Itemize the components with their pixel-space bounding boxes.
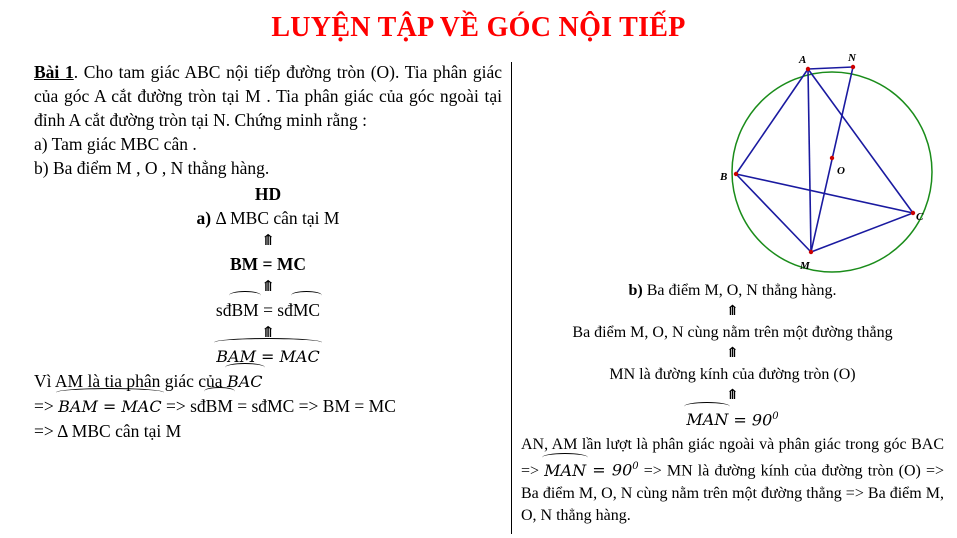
angle-man: MAN — [686, 410, 729, 430]
segment-mc — [811, 213, 913, 252]
hd-step1: BM = MC — [229, 254, 307, 274]
problem-item-b: b) Ba điểm M , O , N thẳng hàng. — [34, 158, 270, 178]
part-b-step3 — [521, 406, 944, 432]
point-a — [806, 67, 810, 71]
para-angle-man: MAN — [544, 460, 587, 480]
angle-bac: BAC — [227, 370, 263, 394]
segment-an — [808, 67, 853, 69]
segment-ab — [736, 69, 808, 174]
label-c: C — [916, 211, 924, 223]
conc1-eq: = sđ — [232, 396, 268, 416]
label-b: B — [720, 171, 728, 183]
implies-arrow-icon: ⤊ — [261, 233, 275, 249]
segment-bm — [736, 174, 811, 252]
step3-eq: = 90 — [728, 410, 773, 430]
label-n: N — [848, 52, 856, 64]
figure-points — [734, 65, 915, 254]
para-degree: 0 — [632, 461, 639, 473]
label-a: A — [799, 54, 807, 66]
hd-step2 — [34, 298, 502, 322]
part-b-label: b) — [628, 282, 643, 299]
problem-item-a: a) Tam giác MBC cân . — [34, 134, 197, 154]
implies-arrow-icon: ⤊ — [261, 279, 275, 295]
point-b — [734, 172, 738, 176]
column-divider — [511, 62, 512, 534]
part-b-step1: Ba điểm M, O, N cùng nằm trên một đường thẳng — [572, 324, 893, 341]
conc1-mid: => sđ — [161, 396, 206, 416]
para-eq: = 90 — [586, 460, 633, 480]
figure-lines — [736, 67, 913, 252]
sd-text: sđ — [215, 300, 232, 320]
conc1-arc-bm: BM — [205, 396, 233, 416]
step3-degree: 0 — [772, 411, 779, 422]
arc-bm: BM — [231, 300, 259, 320]
page-title: LUYỆN TẬP VỀ GÓC NỘI TIẾP — [271, 12, 686, 43]
implies-arrow-icon: ⤊ — [261, 325, 275, 341]
conc1-arc-mc: MC — [267, 396, 295, 416]
problem-statement — [34, 60, 502, 132]
point-c — [911, 211, 915, 215]
conc1-pre: => — [34, 396, 59, 416]
label-o: O — [837, 165, 845, 177]
geometry-figure — [700, 45, 940, 277]
arc-mc: MC — [292, 300, 321, 320]
implies-arrow-icon: ⤊ — [726, 304, 739, 319]
left-column — [34, 60, 502, 443]
point-o — [830, 156, 834, 160]
conclusion-line-1 — [34, 394, 502, 419]
hd-label: HD — [254, 184, 282, 204]
para-a: AN, AM lần lượt là phân giác ngoài và phân giác trong góc BAC => — [521, 436, 944, 480]
para-b: => MN là đường kính của đường tròn (O) => Ba điểm M, O, N cùng nằm trên một đường thẳng => Ba điểm M, O, N thẳng hàng. — [521, 462, 945, 524]
implies-arrow-icon: ⤊ — [726, 346, 739, 361]
hd-part-a-text: Δ MBC cân tại M — [211, 208, 340, 228]
part-b-explanation — [521, 434, 944, 526]
equals-sd-text: = sđ — [258, 300, 293, 320]
part-b-step2: MN là đường kính của đường tròn (O) — [609, 366, 856, 383]
problem-text: . Cho tam giác ABC nội tiếp đường tròn (O). Tia phân giác của góc A cắt đường tròn tại M . Tia phân giác của góc ngoài tại đỉnh A cắt đường tròn tại N. Chứng minh rằng : — [34, 62, 502, 130]
part-b-heading — [521, 280, 944, 302]
point-m — [809, 250, 813, 254]
part-b-text: Ba điểm M, O, N thẳng hàng. — [642, 282, 837, 299]
point-n — [851, 65, 855, 69]
hd-part-a-label: a) — [196, 208, 212, 228]
problem-label: Bài 1 — [34, 62, 74, 82]
segment-am — [808, 69, 811, 252]
implies-arrow-icon: ⤊ — [726, 388, 739, 403]
segment-ac — [808, 69, 913, 213]
conc1-post: => BM = MC — [294, 396, 396, 416]
right-column — [521, 280, 944, 527]
hd-part-a — [34, 206, 502, 230]
angle-equality: BAM = MAC — [216, 345, 319, 369]
hd-step3 — [34, 344, 502, 369]
label-m: M — [800, 260, 810, 272]
because-text: Vì AM là tia phân giác của — [34, 371, 227, 391]
conclusion-line-2: => Δ MBC cân tại M — [34, 421, 182, 441]
conc1-angles: BAM = MAC — [58, 395, 161, 419]
